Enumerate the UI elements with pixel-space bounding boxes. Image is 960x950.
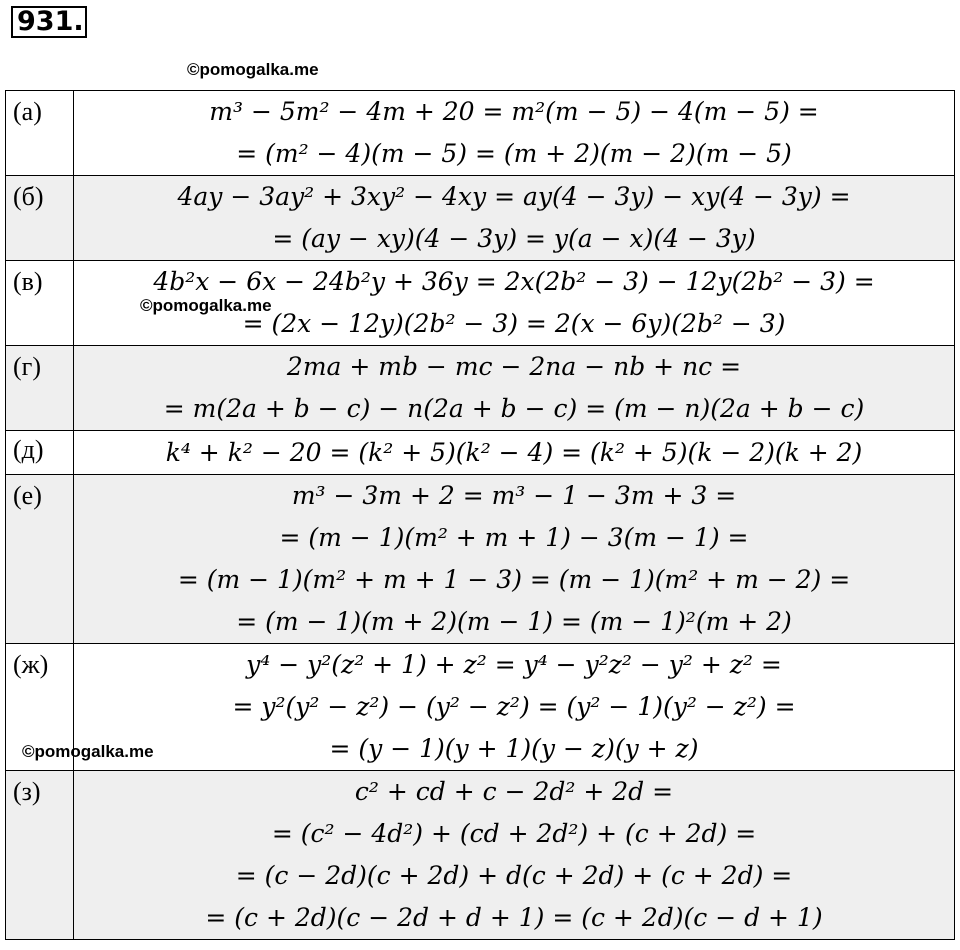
equation-line: m³ − 3m + 2 = m³ − 1 − 3m + 3 = [291,481,737,510]
table-row [6,771,955,940]
equation-line: 4ay − 3ay² + 3xy² − 4xy = ay(4 − 3y) − xy(4 − 3y) = [177,182,851,211]
row-content [74,91,955,176]
row-label: (б) [6,176,74,261]
table-row [6,91,955,176]
row-label: (а) [6,91,74,176]
watermark: ©pomogalka.me [187,60,319,79]
table-row [6,176,955,261]
problem-number: 931. [11,6,87,38]
equation-line: y⁴ − y²(z² + 1) + z² = y⁴ − y²z² − y² + z² = [246,650,782,679]
equation-line: = (m − 1)(m² + m + 1) − 3(m − 1) = [279,523,749,552]
equation-line: 2ma + mb − mc − 2na − nb + nc = [286,352,742,381]
table-row [6,346,955,431]
equation-line: = (c − 2d)(c + 2d) + d(c + 2d) + (c + 2d) = [235,861,793,890]
row-label: (ж) [6,644,74,771]
row-content [74,431,955,475]
row-label: (д) [6,431,74,475]
watermark: ©pomogalka.me [140,296,272,315]
row-content [74,346,955,431]
equation-line: = (y − 1)(y + 1)(y − z)(y + z) [329,734,699,763]
equation-line: = (ay − xy)(4 − 3y) = y(a − x)(4 − 3y) [272,224,756,253]
equation-line: = (m − 1)(m² + m + 1 − 3) = (m − 1)(m² + m − 2) = [177,565,851,594]
equation-line: = y²(y² − z²) − (y² − z²) = (y² − 1)(y² − z²) = [232,692,796,721]
equation-line: m³ − 5m² − 4m + 20 = m²(m − 5) − 4(m − 5) = [209,97,819,126]
row-label: (е) [6,475,74,644]
equation-line: = (c² − 4d²) + (cd + 2d²) + (c + 2d) = [271,819,757,848]
row-label: (г) [6,346,74,431]
equation-line: = (m − 1)(m + 2)(m − 1) = (m − 1)²(m + 2) [236,607,792,636]
row-label: (в) [6,261,74,346]
row-content [74,771,955,940]
equation-line: k⁴ + k² − 20 = (k² + 5)(k² − 4) = (k² + 5)(k − 2)(k + 2) [165,438,863,467]
equation-line: = (2x − 12y)(2b² − 3) = 2(x − 6y)(2b² − 3) [242,309,786,338]
equation-line: = (c + 2d)(c − 2d + d + 1) = (c + 2d)(c − d + 1) [205,903,823,932]
row-content [74,644,955,771]
equation-line: = m(2a + b − c) − n(2a + b − c) = (m − n)(2a + b − c) [163,394,865,423]
table-row [6,431,955,475]
equation-line: = (m² − 4)(m − 5) = (m + 2)(m − 2)(m − 5) [236,139,792,168]
row-label: (з) [6,771,74,940]
equation-line: c² + cd + c − 2d² + 2d = [354,777,674,806]
watermark: ©pomogalka.me [22,742,154,761]
row-content [74,475,955,644]
row-content [74,176,955,261]
solution-table [5,90,955,940]
equation-line: 4b²x − 6x − 24b²y + 36y = 2x(2b² − 3) − 12y(2b² − 3) = [153,267,875,296]
table-row [6,475,955,644]
